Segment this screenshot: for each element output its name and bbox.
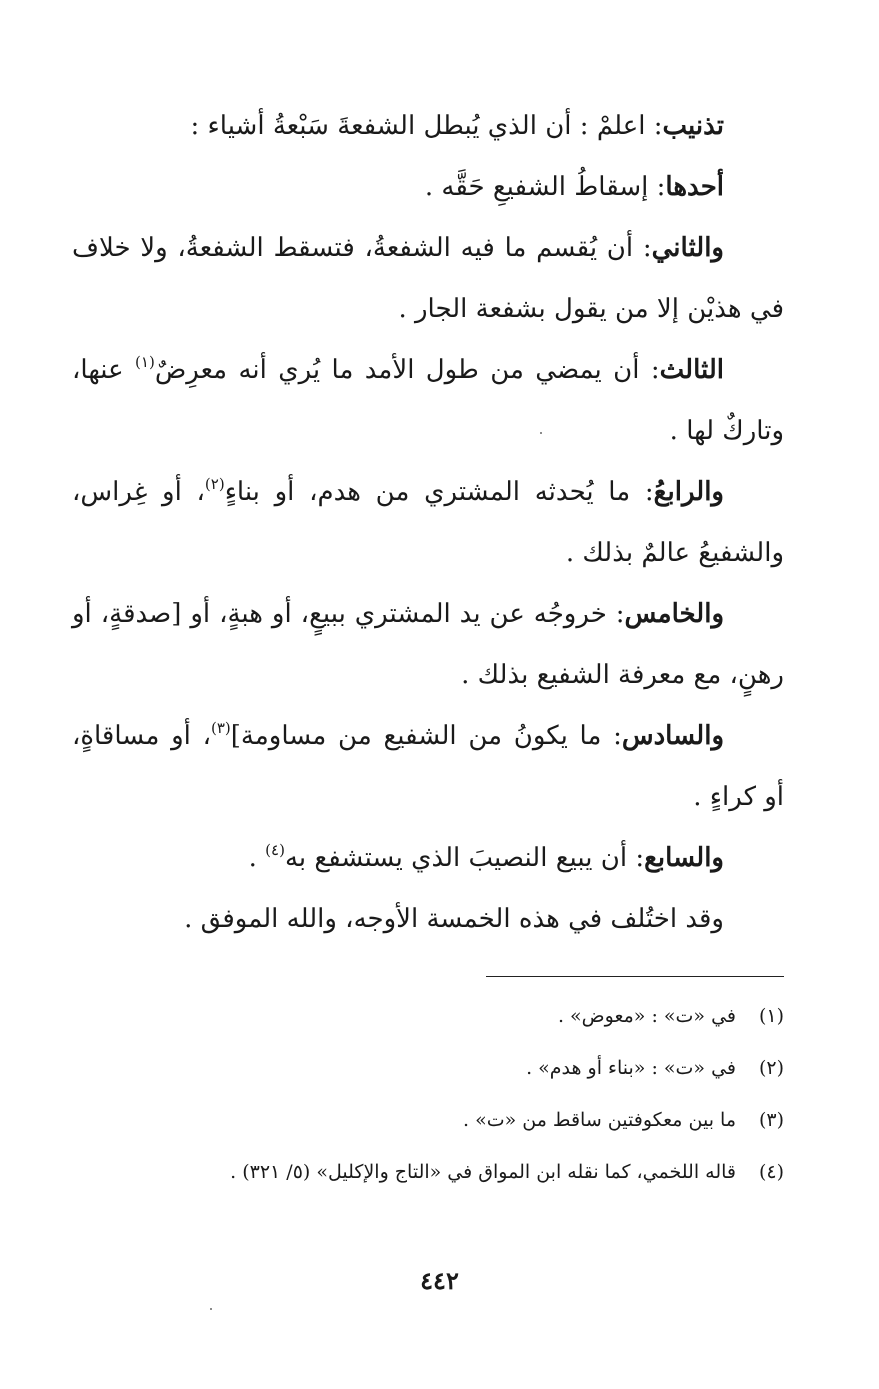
footnote-1 bbox=[72, 990, 784, 1042]
scan-speck bbox=[210, 1308, 212, 1310]
footnote-number: (٤) bbox=[758, 1161, 784, 1183]
footnote-text: ما بين معكوفتين ساقط من «ت» . bbox=[463, 1109, 736, 1131]
paragraph-text: خروجُه عن يد المشتري ببيعٍ، أو هبةٍ، أو [صدقةٍ، أو رهنٍ، مع معرفة الشفيع بذلك . bbox=[72, 599, 784, 690]
footnote-marker[interactable]: (١) bbox=[135, 353, 155, 371]
footnote-4 bbox=[72, 1146, 784, 1198]
paragraph-lead: والسابع bbox=[644, 843, 724, 873]
lead-separator: : bbox=[606, 599, 625, 629]
paragraph-second bbox=[72, 218, 784, 340]
paragraph-third bbox=[72, 340, 784, 462]
paragraph-lead: تذنيب bbox=[662, 111, 724, 141]
lead-separator: : bbox=[648, 172, 666, 202]
paragraph-text: ما يُحدثه المشتري من هدم، أو بناءٍ bbox=[224, 477, 631, 507]
paragraph-text: أن يبيع النصيبَ الذي يستشفع به bbox=[284, 843, 628, 873]
main-text bbox=[72, 96, 784, 950]
paragraph-text-continued: . bbox=[248, 843, 266, 873]
paragraph-text: أن يمضي من طول الأمد ما يُري أنه معرِضٌ bbox=[154, 355, 640, 385]
footnote-3 bbox=[72, 1094, 784, 1146]
paragraph-text-continued: ، أو غِراس، والشفيعُ عالمٌ بذلك . bbox=[72, 477, 784, 568]
paragraph-text-continued: عنها، وتاركٌ لها . bbox=[72, 355, 784, 446]
paragraph-lead: والخامس bbox=[624, 599, 724, 629]
paragraph-closing bbox=[72, 889, 784, 950]
footnote-number: (١) bbox=[758, 1005, 784, 1027]
footnote-2 bbox=[72, 1042, 784, 1094]
paragraph-tadhnib bbox=[72, 96, 784, 157]
paragraph-lead: والسادس bbox=[621, 721, 724, 751]
footnote-marker[interactable]: (٣) bbox=[210, 719, 231, 737]
paragraph-sixth bbox=[72, 706, 784, 828]
footnote-number: (٣) bbox=[758, 1109, 784, 1131]
paragraph-text-continued: ، أو مساقاةٍ، أو كراءٍ . bbox=[72, 721, 784, 812]
paragraph-text: اعلمْ : أن الذي يُبطل الشفعةَ سَبْعةُ أشياء : bbox=[190, 111, 646, 141]
lead-separator: : bbox=[633, 233, 652, 263]
footnote-marker[interactable]: (٢) bbox=[204, 475, 225, 493]
footnote-marker[interactable]: (٤) bbox=[265, 841, 285, 859]
footnotes bbox=[72, 990, 784, 1198]
footnote-text: قاله اللخمي، كما نقله ابن المواق في «التاج والإكليل» (٥/ ٣٢١) . bbox=[230, 1161, 736, 1183]
paragraph-text: وقد اختُلف في هذه الخمسة الأوجه، والله الموفق . bbox=[184, 904, 724, 934]
lead-separator: : bbox=[639, 355, 660, 385]
lead-separator: : bbox=[601, 721, 622, 751]
paragraph-lead: الثالث bbox=[659, 355, 725, 385]
lead-separator: : bbox=[645, 111, 663, 141]
footnote-text: في «ت» : «بناء أو هدم» . bbox=[526, 1057, 736, 1079]
footnote-number: (٢) bbox=[758, 1057, 784, 1079]
paragraph-lead: أحدها bbox=[665, 172, 724, 202]
lead-separator: : bbox=[630, 477, 654, 507]
lead-separator: : bbox=[627, 843, 645, 873]
footnote-divider bbox=[486, 976, 784, 977]
paragraph-first bbox=[72, 157, 784, 218]
paragraph-lead: والرابعُ bbox=[653, 477, 724, 507]
paragraph-text: إسقاطُ الشفيعِ حَقَّه . bbox=[424, 172, 649, 202]
page-number: ٤٤٢ bbox=[420, 1266, 459, 1295]
paragraph-seventh bbox=[72, 828, 784, 889]
footnote-text: في «ت» : «معوض» . bbox=[557, 1005, 736, 1027]
paragraph-lead: والثاني bbox=[651, 233, 724, 263]
paragraph-text: أن يُقسم ما فيه الشفعةُ، فتسقط الشفعةُ، ولا خلاف في هذيْن إلا من يقول بشفعة الجار . bbox=[72, 233, 784, 324]
paragraph-text: ما يكونُ من الشفيع من مساومة] bbox=[230, 721, 602, 751]
scan-speck bbox=[540, 432, 542, 434]
paragraph-fourth bbox=[72, 462, 784, 584]
paragraph-fifth bbox=[72, 584, 784, 706]
